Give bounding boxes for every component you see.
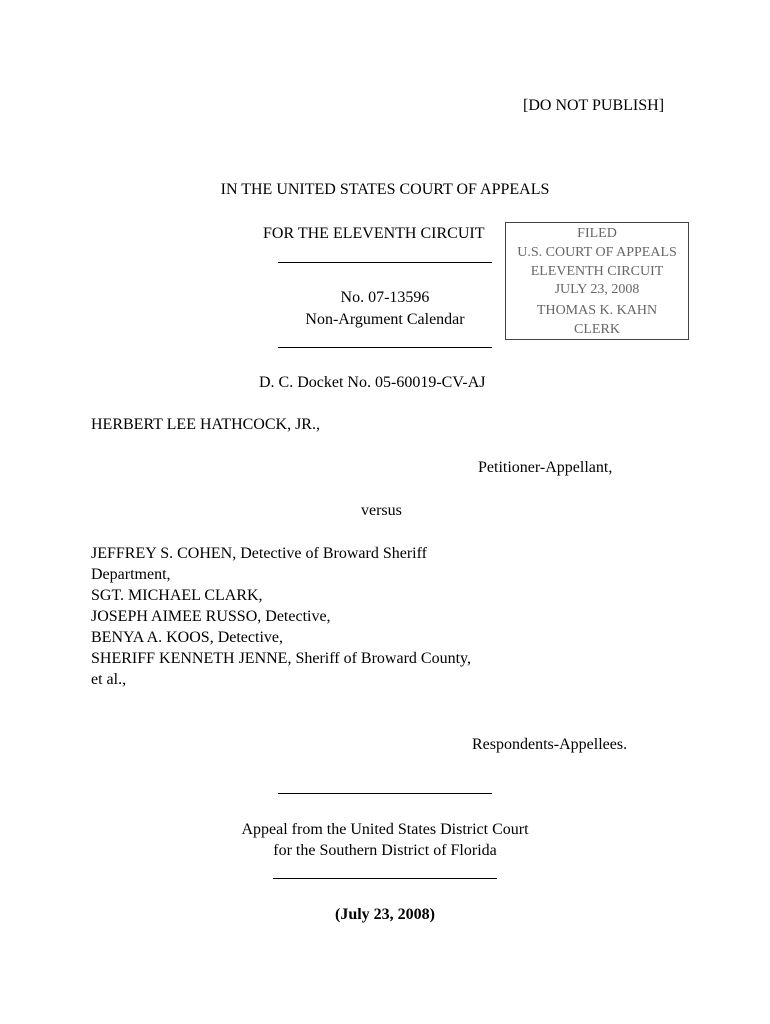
petitioner-name: HERBERT LEE HATHCOCK, JR., bbox=[91, 416, 320, 433]
filed-stamp-clerk-name: THOMAS K. KAHN bbox=[536, 303, 658, 318]
respondents-role: Respondents-Appellees. bbox=[472, 736, 628, 753]
respondent-line: et al., bbox=[91, 671, 127, 688]
opinion-date: (July 23, 2008) bbox=[335, 906, 435, 923]
respondent-line: Department, bbox=[91, 566, 171, 583]
filed-stamp-clerk-title: CLERK bbox=[574, 322, 620, 337]
docket-number: D. C. Docket No. 05-60019-CV-AJ bbox=[259, 374, 486, 391]
divider-rule bbox=[273, 878, 497, 879]
petitioner-role: Petitioner-Appellant, bbox=[478, 459, 613, 476]
respondent-line: SGT. MICHAEL CLARK, bbox=[91, 587, 263, 604]
versus-label: versus bbox=[361, 502, 402, 519]
filed-stamp-date: JULY 23, 2008 bbox=[554, 282, 640, 297]
filed-stamp-circuit: ELEVENTH CIRCUIT bbox=[530, 264, 664, 279]
case-calendar: Non-Argument Calendar bbox=[305, 311, 465, 328]
case-number: No. 07-13596 bbox=[340, 289, 430, 306]
filed-stamp-court: U.S. COURT OF APPEALS bbox=[517, 245, 677, 260]
respondent-line: JEFFREY S. COHEN, Detective of Broward Sheriff bbox=[91, 545, 427, 562]
publish-notice: [DO NOT PUBLISH] bbox=[523, 97, 665, 114]
court-circuit: FOR THE ELEVENTH CIRCUIT bbox=[263, 225, 485, 242]
respondent-line: BENYA A. KOOS, Detective, bbox=[91, 629, 283, 646]
respondent-line: JOSEPH AIMEE RUSSO, Detective, bbox=[91, 608, 331, 625]
court-name: IN THE UNITED STATES COURT OF APPEALS bbox=[220, 181, 550, 198]
divider-rule bbox=[278, 262, 492, 263]
appeal-line-2: for the Southern District of Florida bbox=[273, 842, 497, 859]
appeal-line-1: Appeal from the United States District Court bbox=[241, 821, 529, 838]
divider-rule bbox=[278, 347, 492, 348]
filed-stamp-label: FILED bbox=[577, 226, 617, 241]
filed-stamp bbox=[505, 222, 689, 340]
divider-rule bbox=[278, 793, 492, 794]
respondent-line: SHERIFF KENNETH JENNE, Sheriff of Broward County, bbox=[91, 650, 471, 667]
